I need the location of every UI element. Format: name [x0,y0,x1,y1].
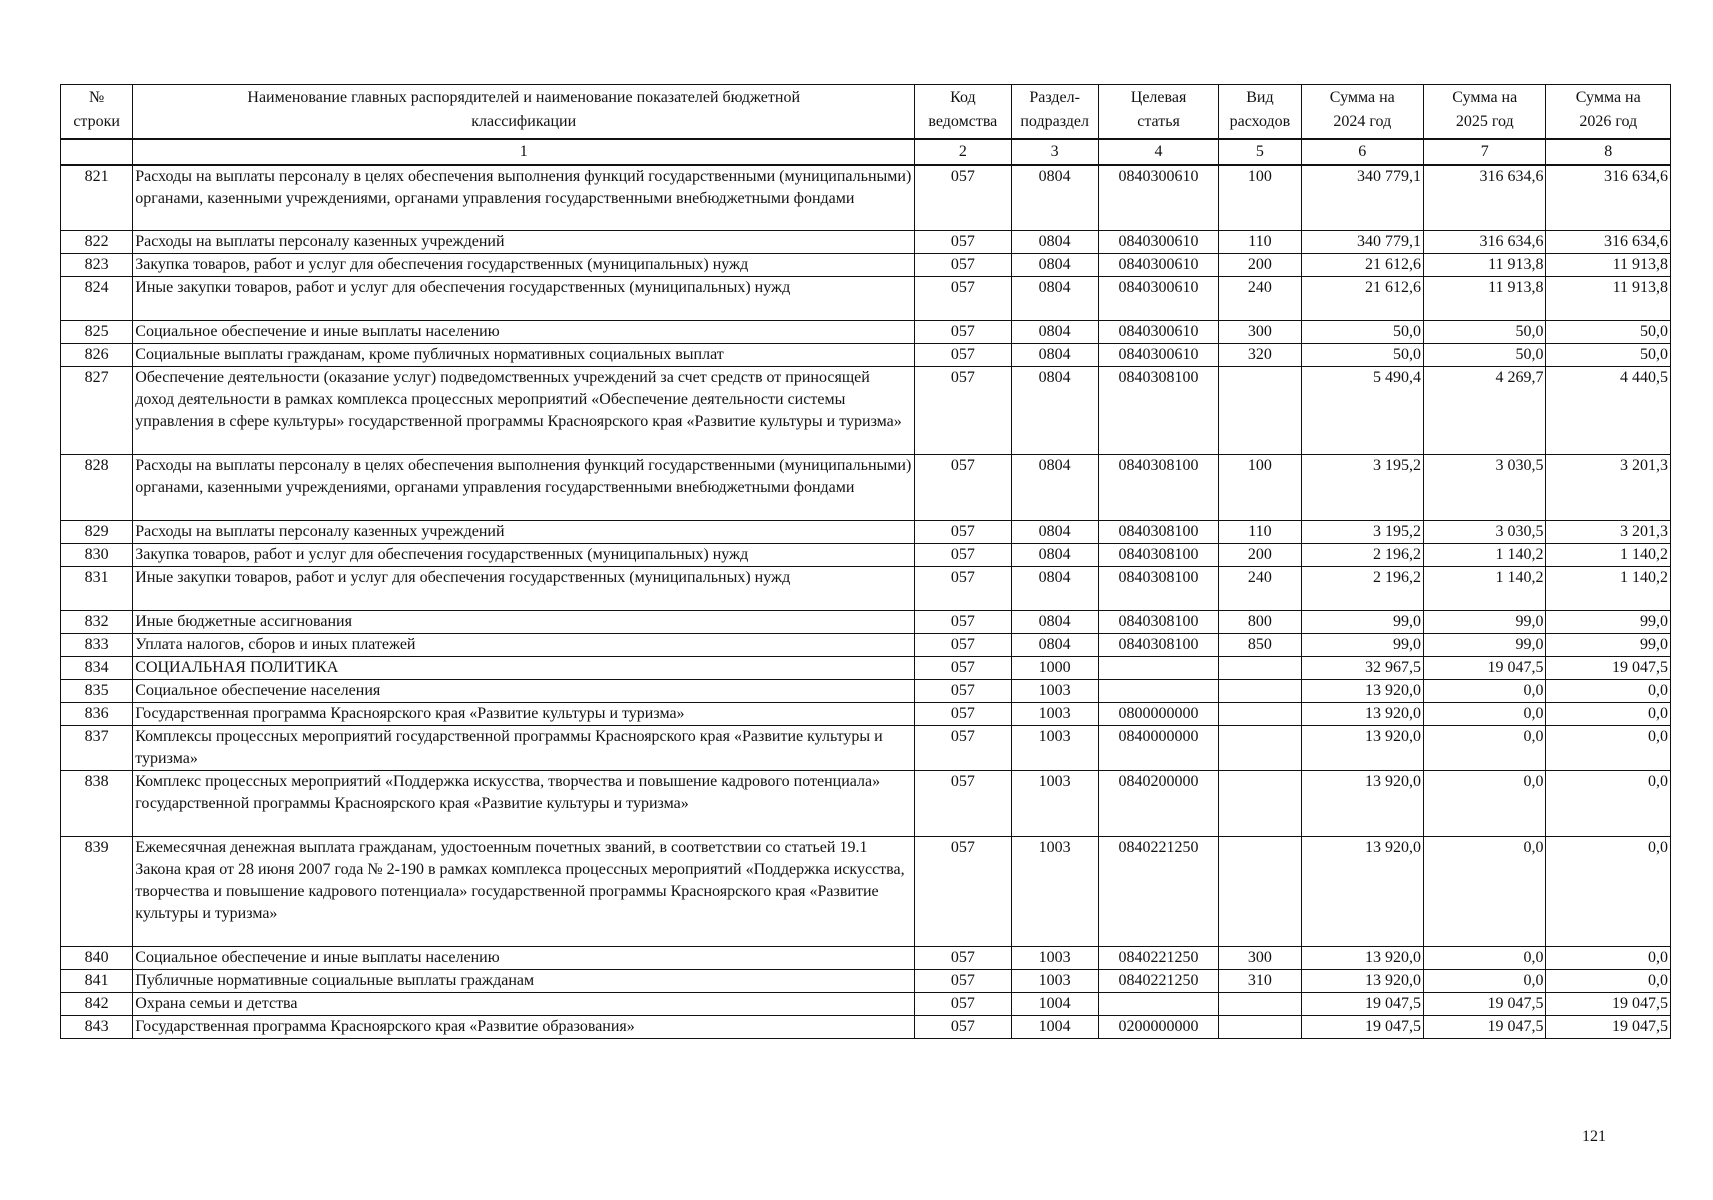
row-number: 829 [61,521,133,544]
row-sum-2025: 3 030,5 [1424,455,1546,521]
row-sum-2026: 1 140,2 [1546,544,1671,567]
header-sum-2025: Сумма на 2025 год [1424,85,1546,139]
row-sum-2026: 0,0 [1546,703,1671,726]
row-target-article [1098,993,1218,1016]
row-dept-code: 057 [915,726,1011,771]
row-section: 0804 [1011,231,1098,254]
row-sum-2025: 50,0 [1424,321,1546,344]
row-sum-2024: 13 920,0 [1301,947,1423,970]
table-row [61,254,1671,277]
row-sum-2024: 340 779,1 [1301,165,1423,231]
row-sum-2026: 0,0 [1546,837,1671,947]
row-dept-code: 057 [915,455,1011,521]
row-target-article: 0840300610 [1098,277,1218,321]
table-row [61,970,1671,993]
row-sum-2025: 19 047,5 [1424,993,1546,1016]
row-sum-2026: 50,0 [1546,344,1671,367]
table-header-row [61,85,1671,139]
row-name: Обеспечение деятельности (оказание услуг) подведомственных учреждений за счет средств от приносящей доход деятельности в рамках комплекса процессных мероприятий «Обеспечение деятельности системы управления в сфере культуры» государственной программы Красноярского края «Развитие культуры и туризма» [133,367,915,455]
row-dept-code: 057 [915,544,1011,567]
row-name: Уплата налогов, сборов и иных платежей [133,634,915,657]
row-target-article: 0840308100 [1098,455,1218,521]
table-row [61,231,1671,254]
row-name: Ежемесячная денежная выплата гражданам, удостоенным почетных званий, в соответствии со статьей 19.1 Закона края от 28 июня 2007 года № 2-190 в рамках комплекса процессных мероприятий «Поддержка искусства, творчества и повышение кадрового потенциала» государственной программы Красноярского края «Развитие культуры и туризма» [133,837,915,947]
row-number: 835 [61,680,133,703]
row-expense-type: 110 [1219,231,1301,254]
row-sum-2024: 50,0 [1301,321,1423,344]
row-section: 0804 [1011,344,1098,367]
row-sum-2026: 0,0 [1546,680,1671,703]
row-name: Публичные нормативные социальные выплаты гражданам [133,970,915,993]
row-expense-type [1219,837,1301,947]
row-dept-code: 057 [915,277,1011,321]
row-name: Государственная программа Красноярского края «Развитие культуры и туризма» [133,703,915,726]
row-sum-2025: 99,0 [1424,634,1546,657]
table-row [61,344,1671,367]
row-number: 827 [61,367,133,455]
row-expense-type: 240 [1219,567,1301,611]
row-dept-code: 057 [915,657,1011,680]
row-section: 0804 [1011,165,1098,231]
row-target-article: 0840300610 [1098,344,1218,367]
row-sum-2025: 4 269,7 [1424,367,1546,455]
row-target-article: 0840200000 [1098,771,1218,837]
row-sum-2025: 316 634,6 [1424,165,1546,231]
row-sum-2024: 32 967,5 [1301,657,1423,680]
table-row [61,947,1671,970]
column-number: 7 [1424,139,1546,165]
row-sum-2024: 21 612,6 [1301,254,1423,277]
row-sum-2024: 3 195,2 [1301,521,1423,544]
row-section: 1003 [1011,947,1098,970]
row-sum-2026: 0,0 [1546,771,1671,837]
row-expense-type [1219,726,1301,771]
row-sum-2026: 316 634,6 [1546,165,1671,231]
row-sum-2026: 99,0 [1546,611,1671,634]
row-dept-code: 057 [915,771,1011,837]
row-sum-2025: 50,0 [1424,344,1546,367]
row-target-article: 0840221250 [1098,947,1218,970]
row-sum-2025: 0,0 [1424,837,1546,947]
row-name: Иные закупки товаров, работ и услуг для обеспечения государственных (муниципальных) нужд [133,567,915,611]
row-sum-2026: 3 201,3 [1546,455,1671,521]
row-number: 830 [61,544,133,567]
row-name: Комплексы процессных мероприятий государственной программы Красноярского края «Развитие культуры и туризма» [133,726,915,771]
row-dept-code: 057 [915,970,1011,993]
column-number: 8 [1546,139,1671,165]
table-row [61,455,1671,521]
row-name: Иные закупки товаров, работ и услуг для обеспечения государственных (муниципальных) нужд [133,277,915,321]
row-sum-2024: 2 196,2 [1301,567,1423,611]
row-sum-2024: 13 920,0 [1301,837,1423,947]
row-dept-code: 057 [915,367,1011,455]
row-expense-type: 100 [1219,455,1301,521]
table-row [61,277,1671,321]
row-name: СОЦИАЛЬНАЯ ПОЛИТИКА [133,657,915,680]
row-sum-2026: 3 201,3 [1546,521,1671,544]
row-section: 1003 [1011,703,1098,726]
row-target-article: 0840308100 [1098,367,1218,455]
row-sum-2024: 13 920,0 [1301,726,1423,771]
row-sum-2025: 0,0 [1424,771,1546,837]
row-expense-type [1219,657,1301,680]
row-expense-type [1219,1016,1301,1039]
row-sum-2025: 1 140,2 [1424,567,1546,611]
row-name: Социальные выплаты гражданам, кроме публичных нормативных социальных выплат [133,344,915,367]
row-expense-type [1219,703,1301,726]
table-row [61,1016,1671,1039]
row-sum-2026: 0,0 [1546,947,1671,970]
row-sum-2026: 50,0 [1546,321,1671,344]
row-dept-code: 057 [915,521,1011,544]
row-section: 0804 [1011,277,1098,321]
table-row [61,680,1671,703]
row-name: Закупка товаров, работ и услуг для обеспечения государственных (муниципальных) нужд [133,544,915,567]
row-target-article: 0840308100 [1098,634,1218,657]
row-sum-2024: 13 920,0 [1301,680,1423,703]
row-number: 825 [61,321,133,344]
row-section: 1003 [1011,970,1098,993]
header-dept-code: Код ведомства [915,85,1011,139]
table-row [61,837,1671,947]
table-body [61,165,1671,1039]
header-sum-2026: Сумма на 2026 год [1546,85,1671,139]
table-row [61,367,1671,455]
row-name: Социальное обеспечение населения [133,680,915,703]
row-sum-2025: 11 913,8 [1424,254,1546,277]
column-number: 2 [915,139,1011,165]
row-sum-2025: 1 140,2 [1424,544,1546,567]
header-section: Раздел- подраздел [1011,85,1098,139]
row-number: 831 [61,567,133,611]
row-section: 1004 [1011,993,1098,1016]
row-name: Расходы на выплаты персоналу в целях обеспечения выполнения функций государственными (муниципальными) органами, казенными учреждениями, органами управления государственными внебюджетными фондами [133,455,915,521]
row-sum-2025: 0,0 [1424,726,1546,771]
budget-table [60,84,1671,1039]
table-row [61,321,1671,344]
row-number: 826 [61,344,133,367]
row-sum-2024: 13 920,0 [1301,970,1423,993]
row-section: 0804 [1011,254,1098,277]
row-sum-2024: 3 195,2 [1301,455,1423,521]
row-sum-2024: 99,0 [1301,634,1423,657]
row-target-article: 0840300610 [1098,165,1218,231]
row-section: 0804 [1011,611,1098,634]
column-number-row [61,139,1671,165]
row-sum-2025: 99,0 [1424,611,1546,634]
row-dept-code: 057 [915,993,1011,1016]
row-expense-type [1219,367,1301,455]
row-name: Комплекс процессных мероприятий «Поддержка искусства, творчества и повышение кадрового потенциала» государственной программы Красноярского края «Развитие культуры и туризма» [133,771,915,837]
table-row [61,657,1671,680]
row-dept-code: 057 [915,1016,1011,1039]
row-section: 0804 [1011,321,1098,344]
row-sum-2026: 11 913,8 [1546,254,1671,277]
row-number: 822 [61,231,133,254]
row-name: Охрана семьи и детства [133,993,915,1016]
row-sum-2026: 0,0 [1546,726,1671,771]
row-section: 1003 [1011,837,1098,947]
row-number: 838 [61,771,133,837]
row-section: 0804 [1011,634,1098,657]
row-sum-2026: 1 140,2 [1546,567,1671,611]
row-target-article: 0840300610 [1098,231,1218,254]
row-sum-2024: 5 490,4 [1301,367,1423,455]
row-expense-type: 200 [1219,254,1301,277]
row-name: Расходы на выплаты персоналу в целях обеспечения выполнения функций государственными (муниципальными) органами, казенными учреждениями, органами управления государственными внебюджетными фондами [133,165,915,231]
row-target-article: 0840300610 [1098,254,1218,277]
row-number: 837 [61,726,133,771]
row-expense-type: 300 [1219,321,1301,344]
row-section: 0804 [1011,367,1098,455]
column-number: 4 [1098,139,1218,165]
row-name: Закупка товаров, работ и услуг для обеспечения государственных (муниципальных) нужд [133,254,915,277]
row-expense-type: 300 [1219,947,1301,970]
row-sum-2024: 21 612,6 [1301,277,1423,321]
row-number: 839 [61,837,133,947]
row-target-article: 0800000000 [1098,703,1218,726]
row-sum-2025: 3 030,5 [1424,521,1546,544]
header-row-number: № строки [61,85,133,139]
row-section: 0804 [1011,567,1098,611]
row-section: 1004 [1011,1016,1098,1039]
column-number: 1 [133,139,915,165]
header-expense-type: Вид расходов [1219,85,1301,139]
row-sum-2024: 99,0 [1301,611,1423,634]
row-number: 842 [61,993,133,1016]
row-sum-2025: 19 047,5 [1424,657,1546,680]
row-target-article [1098,657,1218,680]
row-sum-2024: 13 920,0 [1301,771,1423,837]
row-number: 832 [61,611,133,634]
row-sum-2025: 0,0 [1424,970,1546,993]
row-target-article: 0840221250 [1098,970,1218,993]
row-dept-code: 057 [915,231,1011,254]
row-sum-2026: 11 913,8 [1546,277,1671,321]
row-dept-code: 057 [915,344,1011,367]
row-number: 841 [61,970,133,993]
row-section: 1003 [1011,726,1098,771]
row-sum-2026: 99,0 [1546,634,1671,657]
row-sum-2025: 0,0 [1424,703,1546,726]
row-expense-type: 850 [1219,634,1301,657]
row-sum-2024: 13 920,0 [1301,703,1423,726]
row-dept-code: 057 [915,611,1011,634]
row-expense-type [1219,771,1301,837]
row-expense-type: 110 [1219,521,1301,544]
row-sum-2025: 19 047,5 [1424,1016,1546,1039]
row-dept-code: 057 [915,680,1011,703]
column-number: 5 [1219,139,1301,165]
row-expense-type: 240 [1219,277,1301,321]
row-target-article: 0840308100 [1098,544,1218,567]
row-name: Государственная программа Красноярского края «Развитие образования» [133,1016,915,1039]
row-name: Расходы на выплаты персоналу казенных учреждений [133,521,915,544]
table-row [61,771,1671,837]
row-number: 821 [61,165,133,231]
table-row [61,521,1671,544]
row-sum-2026: 316 634,6 [1546,231,1671,254]
row-expense-type [1219,680,1301,703]
table-row [61,544,1671,567]
row-sum-2026: 19 047,5 [1546,657,1671,680]
page-number: 121 [1582,1128,1606,1145]
row-name: Расходы на выплаты персоналу казенных учреждений [133,231,915,254]
row-section: 1000 [1011,657,1098,680]
row-sum-2025: 316 634,6 [1424,231,1546,254]
table-row [61,567,1671,611]
column-number [61,139,133,165]
row-dept-code: 057 [915,567,1011,611]
row-target-article: 0200000000 [1098,1016,1218,1039]
row-target-article: 0840308100 [1098,611,1218,634]
table-row [61,611,1671,634]
table-row [61,634,1671,657]
table-row [61,726,1671,771]
row-section: 0804 [1011,455,1098,521]
row-expense-type [1219,993,1301,1016]
row-expense-type: 800 [1219,611,1301,634]
row-target-article: 0840000000 [1098,726,1218,771]
row-dept-code: 057 [915,947,1011,970]
row-name: Иные бюджетные ассигнования [133,611,915,634]
row-sum-2025: 11 913,8 [1424,277,1546,321]
row-dept-code: 057 [915,321,1011,344]
row-section: 0804 [1011,521,1098,544]
row-target-article: 0840300610 [1098,321,1218,344]
row-number: 836 [61,703,133,726]
row-target-article: 0840308100 [1098,567,1218,611]
row-sum-2024: 2 196,2 [1301,544,1423,567]
row-number: 823 [61,254,133,277]
column-number: 6 [1301,139,1423,165]
row-section: 0804 [1011,544,1098,567]
row-sum-2025: 0,0 [1424,680,1546,703]
column-number: 3 [1011,139,1098,165]
header-name: Наименование главных распорядителей и наименование показателей бюджетной классификации [133,85,915,139]
row-number: 834 [61,657,133,680]
row-dept-code: 057 [915,634,1011,657]
row-sum-2024: 50,0 [1301,344,1423,367]
row-sum-2025: 0,0 [1424,947,1546,970]
row-dept-code: 057 [915,837,1011,947]
row-expense-type: 100 [1219,165,1301,231]
row-number: 840 [61,947,133,970]
row-dept-code: 057 [915,165,1011,231]
header-target-article: Целевая статья [1098,85,1218,139]
row-number: 824 [61,277,133,321]
row-expense-type: 200 [1219,544,1301,567]
row-number: 833 [61,634,133,657]
header-sum-2024: Сумма на 2024 год [1301,85,1423,139]
row-name: Социальное обеспечение и иные выплаты населению [133,321,915,344]
row-sum-2026: 19 047,5 [1546,1016,1671,1039]
row-section: 1003 [1011,680,1098,703]
row-dept-code: 057 [915,254,1011,277]
row-name: Социальное обеспечение и иные выплаты населению [133,947,915,970]
row-sum-2026: 19 047,5 [1546,993,1671,1016]
row-sum-2026: 4 440,5 [1546,367,1671,455]
row-sum-2024: 19 047,5 [1301,1016,1423,1039]
table-row [61,165,1671,231]
row-expense-type: 320 [1219,344,1301,367]
row-number: 828 [61,455,133,521]
row-target-article [1098,680,1218,703]
row-sum-2026: 0,0 [1546,970,1671,993]
row-sum-2024: 340 779,1 [1301,231,1423,254]
table-row [61,703,1671,726]
row-target-article: 0840221250 [1098,837,1218,947]
row-dept-code: 057 [915,703,1011,726]
row-section: 1003 [1011,771,1098,837]
row-expense-type: 310 [1219,970,1301,993]
row-sum-2024: 19 047,5 [1301,993,1423,1016]
row-number: 843 [61,1016,133,1039]
row-target-article: 0840308100 [1098,521,1218,544]
table-row [61,993,1671,1016]
